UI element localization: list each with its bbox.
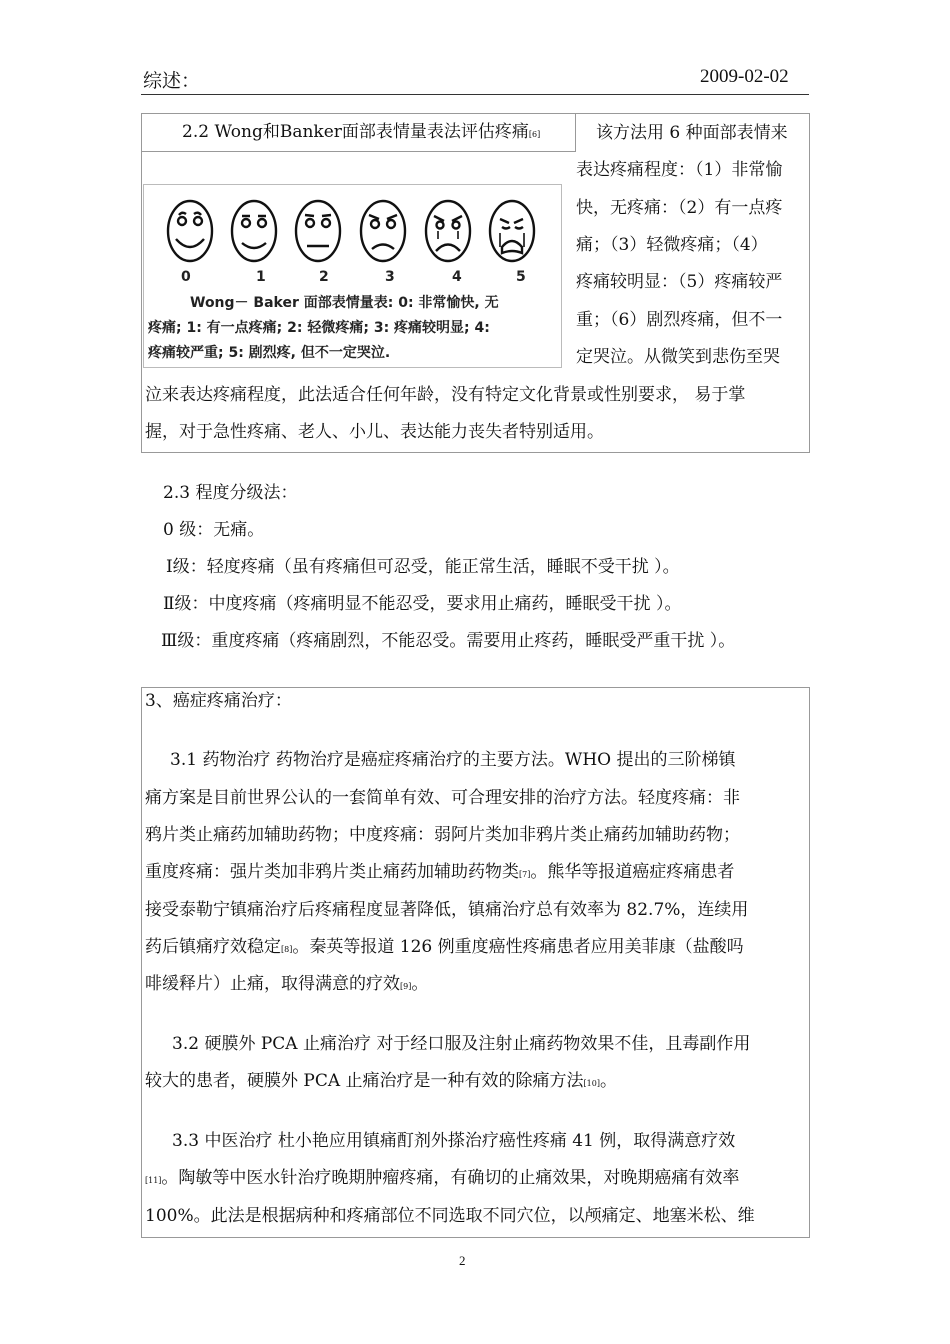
wong-baker-figure [143, 184, 562, 368]
p32-line-1: 3.2 硬膜外 PCA 止痛治疗 对于经口服及注射止痛药物效果不佳，且毒副作用 [172, 1034, 751, 1054]
sec23-level-2: Ⅱ级：中度疼痛（疼痛明显不能忍受，要求用止痛药，睡眠受干扰 ）。 [163, 594, 682, 614]
ref-11: [11] [145, 1176, 162, 1185]
p33-line-1: 3.3 中医治疗 杜小艳应用镇痛酊剂外搽治疗癌性疼痛 41 例，取得满意疗效 [172, 1131, 736, 1151]
p32-line-2 [145, 1071, 617, 1094]
p31-line-4-tail: 。熊华等报道癌症疼痛患者 [530, 862, 735, 882]
p33-line-2-text: 。陶敏等中医水针治疗晚期肿瘤疼痛，有确切的止痛效果，对晚期癌痛有效率 [161, 1168, 740, 1188]
p31-line-1: 3.1 药物治疗 药物治疗是癌症疼痛治疗的主要方法。WHO 提出的三阶梯镇 [170, 750, 736, 770]
p31-line-6-text: 药后镇痛疗效稳定 [145, 937, 281, 957]
p31-line-7-text: 啡缓释片）止痛，取得满意的疗效 [145, 974, 400, 994]
p31-line-6-tail: 。秦英等报道 126 例重度癌性疼痛患者应用美菲康（盐酸吗 [292, 937, 744, 957]
ref-6: [6] [528, 130, 541, 139]
p31-line-5: 接受泰勒宁镇痛治疗后疼痛程度显著降低，镇痛治疗总有效率为 82.7%，连续用 [145, 900, 749, 920]
face-label-2: 2 [319, 269, 329, 285]
face-label-4: 4 [452, 269, 462, 285]
p33-line-2 [145, 1168, 739, 1191]
face-label-3: 3 [385, 269, 395, 285]
sec22-right-line-2: 表达疼痛程度：（1）非常愉 [576, 160, 783, 180]
wong-baker-faces-image [162, 191, 552, 281]
figure-caption-line-1: Wong－ Baker 面部表情量表: 0: 非常愉快, 无 [190, 295, 499, 311]
sec23-heading: 2.3 程度分级法： [163, 483, 298, 503]
section-2-2-title [182, 122, 540, 145]
sec22-right-line-7: 定哭泣。从微笑到悲伤至哭 [576, 347, 780, 367]
sec22-right-line-6: 重；（6）剧烈疼痛，但不一 [576, 310, 783, 330]
ref-7: [7] [519, 870, 531, 879]
p31-line-4 [145, 862, 734, 885]
p31-line-2: 痛方案是目前世界公认的一套简单有效、可合理安排的治疗方法。轻度疼痛：非 [145, 788, 740, 808]
header-left-label: 综述： [143, 70, 201, 92]
face-label-0: 0 [181, 269, 191, 285]
sec22-right-line-3: 快，无疼痛：（2）有一点疼 [576, 198, 783, 218]
sec22-right-line-4: 痛；（3）轻微疼痛；（4） [576, 235, 768, 255]
sec22-full-line-1: 泣来表达疼痛程度，此法适合任何年龄，没有特定文化背景或性别要求， 易于掌 [145, 385, 746, 405]
page-number: 2 [459, 1253, 466, 1268]
sec3-title: 3、癌症疼痛治疗： [145, 691, 292, 711]
p31-line-3: 鸦片类止痛药加辅助药物；中度疼痛：弱阿片类加非鸦片类止痛药加辅助药物； [145, 825, 740, 845]
face-label-1: 1 [256, 269, 266, 285]
header-rule [141, 94, 809, 95]
sec22-right-line-1: 该方法用 6 种面部表情来 [596, 123, 788, 143]
p32-line-2-tail: 。 [599, 1071, 617, 1091]
p31-line-7-tail: 。 [411, 974, 429, 994]
sec22-full-line-2: 握，对于急性疼痛、老人、小儿、表达能力丧失者特别适用。 [145, 422, 604, 442]
p32-line-2-text: 较大的患者，硬膜外 PCA 止痛治疗是一种有效的除痛方法 [145, 1071, 584, 1091]
ref-8: [8] [281, 945, 293, 954]
face-label-5: 5 [516, 269, 526, 285]
header-date: 2009-02-02 [700, 66, 789, 87]
ref-10: [10] [583, 1079, 600, 1088]
sec22-right-line-5: 疼痛较明显：（5）疼痛较严 [576, 272, 783, 292]
sec23-level-1: Ⅰ级：轻度疼痛（虽有疼痛但可忍受，能正常生活，睡眠不受干扰 ）。 [166, 557, 680, 577]
figure-caption-line-3: 疼痛较严重; 5: 剧烈疼, 但不一定哭泣. [148, 345, 391, 361]
p31-line-7 [145, 974, 428, 997]
p33-line-3: 100%。此法是根据病种和疼痛部位不同选取不同穴位，以颅痛定、地塞米松、维 [145, 1206, 755, 1226]
figure-caption-line-2: 疼痛; 1: 有一点疼痛; 2: 轻微疼痛; 3: 疼痛较明显; 4: [148, 320, 490, 336]
p31-line-6 [145, 937, 744, 960]
p31-line-4-text: 重度疼痛：强片类加非鸦片类止痛药加辅助药物类 [145, 862, 519, 882]
sec23-level-3: Ⅲ级：重度疼痛（疼痛剧烈，不能忍受。需要用止疼药，睡眠受严重干扰 ）。 [161, 631, 736, 651]
section-2-2-title-text: 2.2 Wong和Banker面部表情量表法评估疼痛 [182, 122, 529, 142]
sec23-level-0: 0 级：无痛。 [163, 520, 265, 540]
ref-9: [9] [400, 982, 412, 991]
